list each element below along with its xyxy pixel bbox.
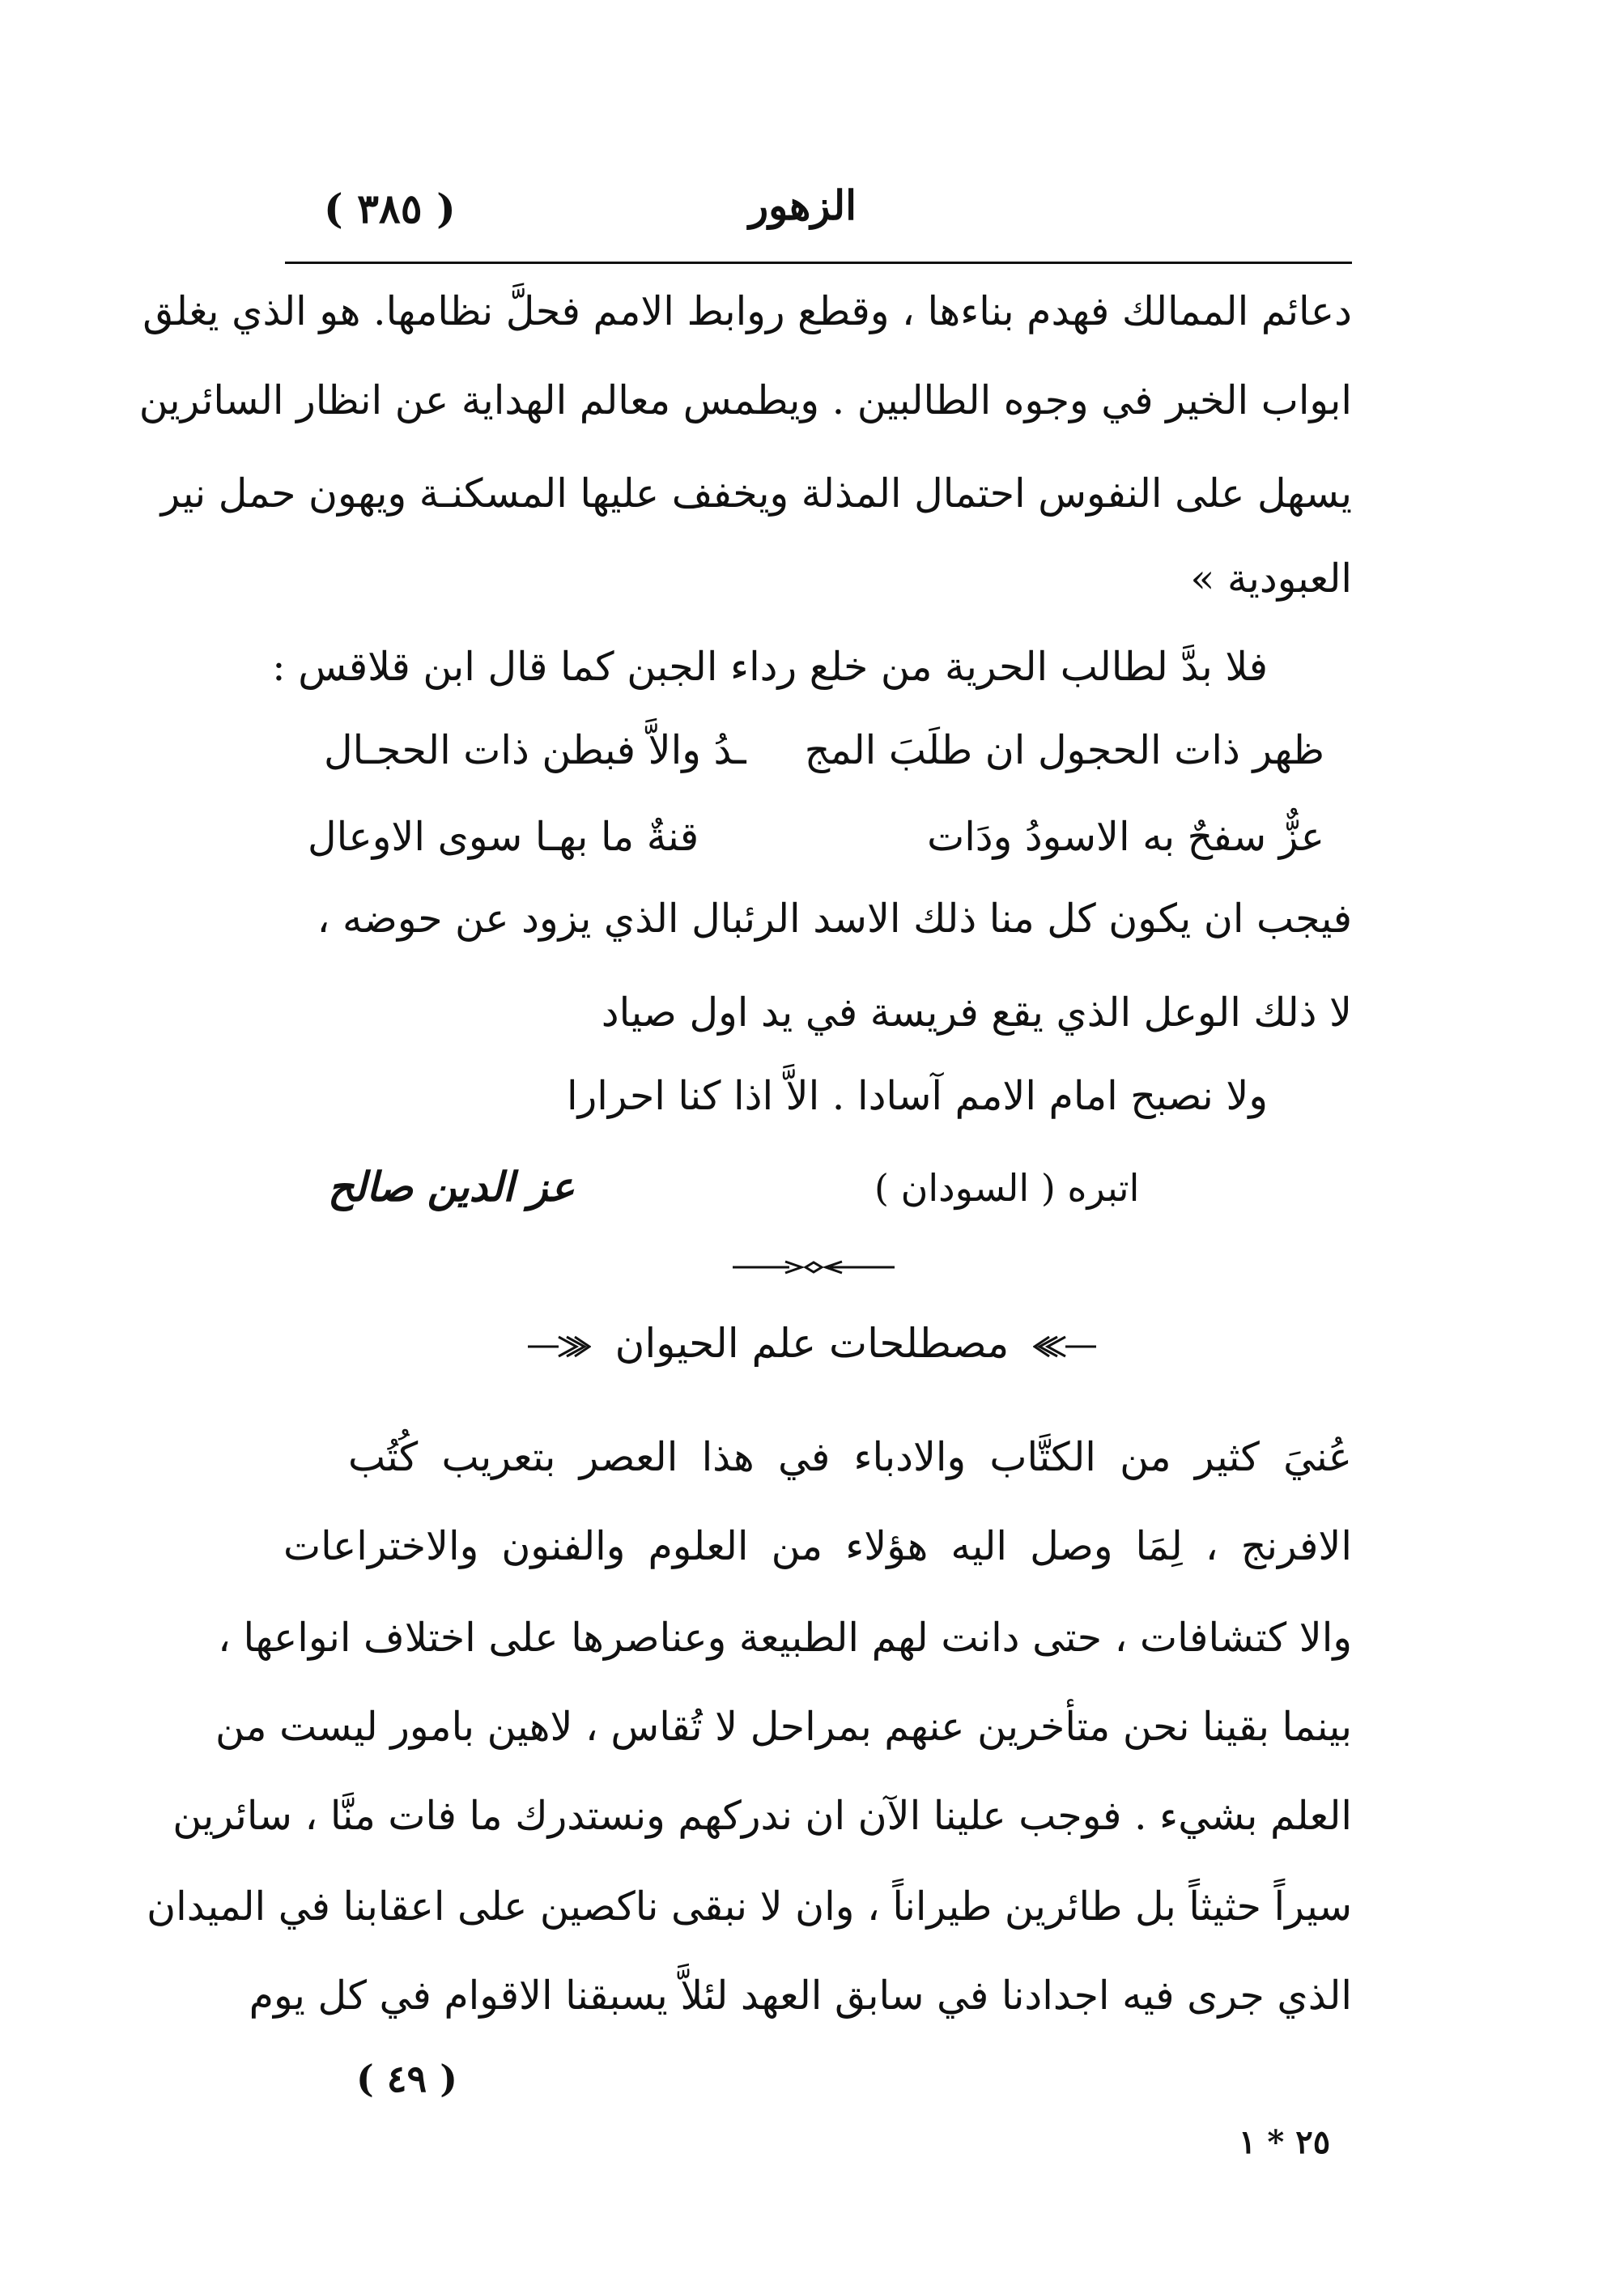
header-rule <box>285 262 1352 264</box>
signature-author: عز الدين صالح <box>328 1163 575 1211</box>
verse-line1-left: ـدُ والاَّ فبطن ذات الحجـال <box>324 727 746 773</box>
verse-line2-left: قنةٌ ما بهـا سوى الاوعال <box>308 814 699 860</box>
page-number: ( ٣٨٥ ) <box>324 185 456 232</box>
left-ornament-icon <box>526 1330 591 1363</box>
paragraph4-line-7: الذي جرى فيه اجدادنا في سابق العهد لئلاَّ يسبقنا الاقوام في كل يوم <box>249 1973 1352 2019</box>
paragraph1-line-2: ابواب الخير في وجوه الطالبين . ويطمس معالم الهداية عن انظار السائرين <box>138 377 1352 423</box>
paragraph4-line-6: سيراً حثيثاً بل طائرين طيراناً ، وان لا نبقى ناكصين على اعقابنا في الميدان <box>147 1883 1352 1930</box>
paragraph3-line-3: ولا نصبح امام الامم آسادا . الاَّ اذا كنا احرارا <box>567 1073 1268 1119</box>
paragraph1-line-4: العبودية » <box>1190 555 1352 602</box>
divider-ornament <box>729 1258 899 1277</box>
verse-line2-right: عزٌّ سفحٌ به الاسودُ ودَات <box>927 814 1324 860</box>
paragraph3-line-1: فيجب ان يكون كل منا ذلك الاسد الرئبال الذي يزود عن حوضه ، <box>317 896 1352 942</box>
section-title-row <box>0 1320 1624 1367</box>
signature-place: اتبره ( السودان ) <box>874 1166 1140 1210</box>
paragraph4-line-1: عُنيَ كثير من الكتَّاب والادباء في هذا العصر بتعريب كُتُب <box>348 1434 1352 1480</box>
paragraph3-line-2: لا ذلك الوعل الذي يقع فريسة في يد اول صياد <box>601 990 1352 1036</box>
paragraph4-line-2: الافرنج ، لِمَا وصل اليه هؤلاء من العلوم والفنون والاختراعات <box>283 1523 1352 1569</box>
paragraph1-line-1: دعائم الممالك فهدم بناءها ، وقطع روابط الامم فحلَّ نظامها. هو الذي يغلق <box>142 288 1352 334</box>
paragraph4-line-4: بينما بقينا نحن متأخرين عنهم بمراحل لا تُقاس ، لاهين بامور ليست من <box>215 1704 1352 1750</box>
running-title: الزهور <box>749 181 857 229</box>
verse-line1-right: ظهر ذات الحجول ان طلَبَ المج <box>804 727 1324 773</box>
signature-mark: ( ٤٩ ) <box>356 2057 457 2100</box>
section-title: مصطلحات علم الحيوان <box>614 1320 1010 1367</box>
paragraph2: فلا بدَّ لطالب الحرية من خلع رداء الجبن كما قال ابن قلاقس : <box>272 644 1268 690</box>
right-ornament-icon <box>1033 1330 1098 1363</box>
paragraph4-line-5: العلم بشيء . فوجب علينا الآن ان ندركهم ونستدرك ما فات منَّا ، سائرين <box>172 1793 1352 1839</box>
volume-mark: ٢٥ * ١ <box>1239 2123 1331 2161</box>
paragraph1-line-3: يسهل على النفوس احتمال المذلة ويخفف عليها المسكنـة ويهون حمل نير <box>160 470 1352 517</box>
paragraph4-line-3: والا كتشافات ، حتى دانت لهم الطبيعة وعناصرها على اختلاف انواعها ، <box>218 1615 1352 1661</box>
